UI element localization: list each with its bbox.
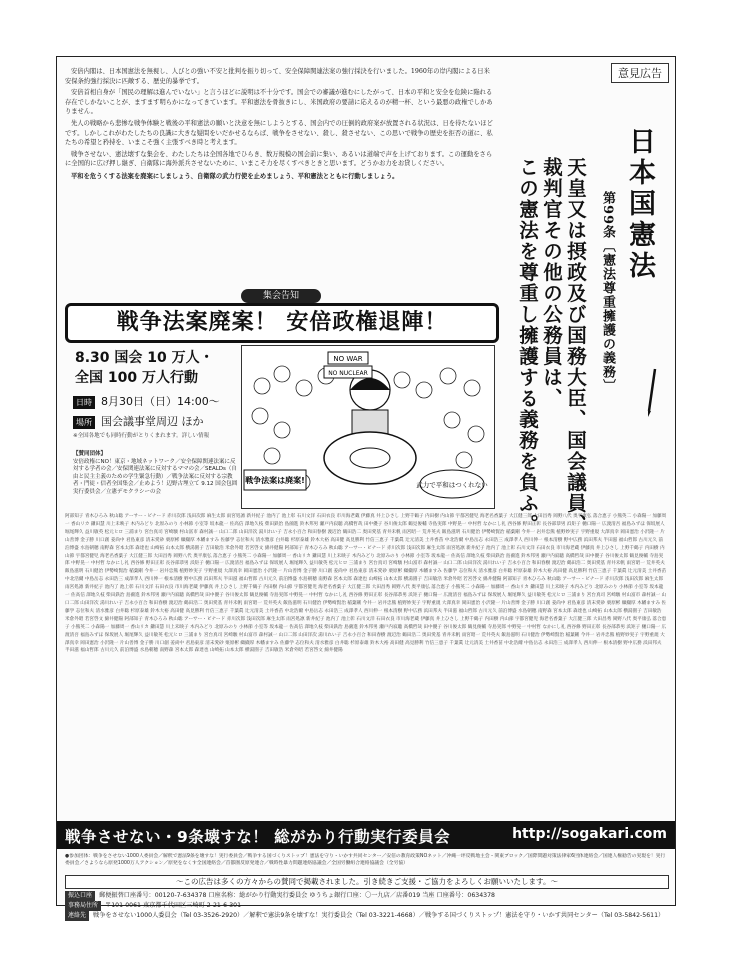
contact-info	[65, 891, 667, 921]
orgs-list: 安倍政権にNO！東京・地域ネットワーク／安全保障関連法案に反対する学者の会／安保関連法案に反対するママの会／SEALDs（自由と民主主義のための学生緊急行動）／戦争法案に反対する宗教者・門徒・信者全国集会／止めよう！辺野古埋立て 9.12 国会包囲実行委員会／立憲デモクラシーの会	[73, 458, 238, 495]
signatories-list	[65, 513, 667, 813]
rally-headline: 8.30 国会 10 万人・	[75, 350, 214, 366]
rally-banner: 戦争法案廃案！ 安倍政権退陣！	[65, 303, 499, 343]
protest-crowd-illustration	[241, 345, 495, 509]
article-text-line: 天皇又は摂政及び国務大臣、国会議員、	[564, 157, 587, 535]
contact-phones: 戦争をさせない1000人委員会（Tel 03-3526-2920）／解釈で憲法9条を壊すな！実行委員会（Tel 03-3221-4668）／戦争する国づくりストップ！憲法を守り・いかす共同センター（Tel 03-5842-5611）	[93, 912, 665, 919]
rally-notice-label: 集会告知	[241, 289, 321, 303]
rally-notice	[65, 289, 493, 509]
committee-name: 戦争させない・9条壊すな！ 総がかり行動実行委員会	[65, 828, 451, 846]
support-message: 〜この広告は多くの方々からの賛同で掲載されました。引き続きご支援・ご協力をよろしくお願いいたします。〜	[65, 875, 669, 889]
place-label: 場所	[73, 416, 95, 429]
article-text-line: 裁判官その他の公務員は、	[540, 157, 563, 409]
rally-headline: 全国 100 万人行動	[75, 370, 198, 386]
rally-place	[73, 413, 204, 429]
signatories-text: 阿部知子 青木ひろみ 秋山聡 アーサー・ビナード 赤川次郎 浅田次郎 麻生太郎 雨宮処凛 新井紀子 池内了 池上彰 石川文洋 石田衣良 市川海老蔵 伊藤真 井上ひさし 上野千鶴子 内田樹 内山節 宇都宮健児 海老名香葉子 大江健三郎 大田昌秀 岡野八代 奥平康弘 落合恵子 小熊英二 小森陽一 加藤周一 香山リカ 鎌田慧 川上未映子 木内みどり 北原みのり 小林節 小室等 坂本龍一 佐高信 澤地久枝 柴田鉄治 島薗進 鈴木邦男 瀬戸内寂聴 高橋哲哉 田中優子 谷川俊太郎 鶴見俊輔 寺島実郎 中野晃一 中村哲 なかにし礼 西谷修 野田正彰 長谷部恭男 浜矩子 樋口陽一 広渡清吾 福島みずほ 保坂展人 堀尾輝久 益川敏英 松元ヒロ 三浦まり 宮台真司 宮崎駿 村山富市 森村誠一 山口二郎 山田洋次 湯川れい子 吉永小百合 和田春樹 渡辺治 鶴田浩二 奥田愛基 青井未帆 雨宮昭一 荒井英夫 飯島滋明 石川健治 伊勢崎賢治 稲葉剛 今井一 岩井忠熊 植野妙実子 宇野重規 大澤真幸 岡田憲治 小沢隆一 片山善博 金子勝 川口創 姜尚中 君島東彦 清末愛砂 栗原彬 纐纈厚 木幡ますみ 佐藤学 志位和夫 清水雅彦 白井聡 杉原泰雄 鈴木大裕 高田健 高見勝利 竹信三恵子 千葉眞 辻元清美 土井香苗 中北浩爾 中島岳志 永田浩三 成澤孝人 西川伸一 根本清樹 野中広務 浜田邦夫 半田滋 福山哲郎 古川元久 前泊博盛 水島朝穂 南野森 宮本太郎 森達也 山崎拓 山本太郎 横湯園子 吉田敏浩 米倉外昭 若宮啓文 綿井健陽	[65, 514, 667, 551]
phone-row	[65, 911, 667, 921]
protest-sign-text: 戦争法案は廃案!	[245, 476, 305, 485]
office-address: 〒101-0061 東京都千代田区三崎町 2-21-6-301	[105, 902, 242, 909]
intro-paragraph: 先人の戦略から悲惨な戦争体験と戦後の平和憲法の願いと決意を無にしようとする、国会内での圧倒的政府案が放置される状況は、日を待たないほどです。しかしこれがわたしたちの良識に大きな疑問をいだかせるならば、戦争をさせない、殺し、殺させない、この思いで戦争の歴史を拒否の道に、私たちの希望と矜持を、いまこそ強く主張すべき時と考えます。	[65, 119, 493, 147]
article-number: 第99条〔憲法尊重擁護の義務〕	[600, 191, 615, 394]
signatories-text: 阿部知子 青木ひろみ 秋山聡 アーサー・ビナード 赤川次郎 浅田次郎 麻生太郎 雨宮処凛 新井紀子 池内了 池上彰 石川文洋 石田衣良 市川海老蔵 伊藤真 井上ひさし 上野千鶴子 内田樹 内山節 宇都宮健児 海老名香葉子 大江健三郎 大田昌秀 岡野八代 奥平康弘 落合恵子 小熊英二 小森陽一 加藤周一 香山リカ 鎌田慧 川上未映子 木内みどり 北原みのり 小林節 小室等 坂本龍一 佐高信 澤地久枝 柴田鉄治 島薗進 鈴木邦男 瀬戸内寂聴 高橋哲哉 田中優子 谷川俊太郎 鶴見俊輔 寺島実郎 中野晃一 中村哲 なかにし礼 西谷修 野田正彰 長谷部恭男 浜矩子 樋口陽一 広渡清吾 福島みずほ 保坂展人 堀尾輝久 益川敏英 松元ヒロ 三浦まり 宮台真司 宮崎駿 村山富市 森村誠一 山口二郎 山田洋次 湯川れい子 吉永小百合 和田春樹 渡辺治 鶴田浩二 奥田愛基 青井未帆 雨宮昭一 荒井英夫 飯島滋明 石川健治 伊勢崎賢治 稲葉剛 今井一 岩井忠熊 植野妙実子 宇野重規 大澤真幸 岡田憲治 小沢隆一 片山善博 金子勝 川口創 姜尚中 君島東彦 清末愛砂 栗原彬 纐纈厚 木幡ますみ 佐藤学 志位和夫 清水雅彦 白井聡 杉原泰雄 鈴木大裕 高田健 高見勝利 竹信三恵子 千葉眞 辻元清美 土井香苗 中北浩爾 中島岳志 永田浩三 成澤孝人 西川伸一 根本清樹 野中広務 浜田邦夫 半田滋 福山哲郎 古川元久 前泊博盛 水島朝穂 南野森 宮本太郎 森達也 山崎拓 山本太郎 横湯園子 吉田敏浩 米倉外昭 若宮啓文 綿井健陽	[65, 577, 667, 622]
bank-account: 郵便振替口座番号：00120-7-634378 口座名称：総がかり行動実行委員会 ゆうちょ銀行口座：〇一九店／店番019 当座 口座番号：0634378	[99, 892, 495, 899]
supporting-organizations	[73, 451, 238, 496]
phone-label: 連絡先	[65, 911, 89, 921]
opinion-ad-tag: 意見広告	[611, 63, 669, 83]
date-value: 8月30日（日）14:00〜	[101, 395, 220, 408]
committee-bar	[57, 821, 675, 849]
place-value: 国会議事堂周辺 ほか	[101, 415, 204, 428]
signatories-text: 阿部知子 青木ひろみ 秋山聡 アーサー・ビナード 赤川次郎 浅田次郎 麻生太郎 雨宮処凛 新井紀子 池内了 池上彰 石川文洋 石田衣良 市川海老蔵 伊藤真 井上ひさし 上野千鶴子 内田樹 内山節 宇都宮健児 海老名香葉子 大江健三郎 大田昌秀 岡野八代 奥平康弘 落合恵子 小熊英二 小森陽一 加藤周一 香山リカ 鎌田慧 川上未映子 木内みどり 北原みのり 小林節 小室等 坂本龍一 佐高信 澤地久枝 柴田鉄治 島薗進 鈴木邦男 瀬戸内寂聴 高橋哲哉 田中優子 谷川俊太郎 鶴見俊輔 寺島実郎 中野晃一 中村哲 なかにし礼 西谷修 野田正彰 長谷部恭男 浜矩子 樋口陽一 広渡清吾 福島みずほ 保坂展人 堀尾輝久 益川敏英 松元ヒロ 三浦まり 宮台真司 宮崎駿 村山富市 森村誠一 山口二郎 山田洋次 湯川れい子 吉永小百合 和田春樹 渡辺治 鶴田浩二 奥田愛基 青井未帆 雨宮昭一 荒井英夫 飯島滋明 石川健治 伊勢崎賢治 稲葉剛 今井一 岩井忠熊 植野妙実子 宇野重規 大澤真幸 岡田憲治 小沢隆一 片山善博 金子勝 川口創 姜尚中 君島東彦 清末愛砂 栗原彬 纐纈厚 木幡ますみ 佐藤学 志位和夫 清水雅彦 白井聡 杉原泰雄 鈴木大裕 高田健 高見勝利 竹信三恵子 千葉眞 辻元清美 土井香苗 中北浩爾 中島岳志 永田浩三 成澤孝人 西川伸一 根本清樹 野中広務 浜田邦夫 半田滋 福山哲郎 古川元久 前泊博盛 水島朝穂 南野森 宮本太郎 森達也 山崎拓 山本太郎 横湯園子 吉田敏浩 米倉外昭 若宮啓文 綿井健陽	[65, 616, 667, 654]
speech-bubble-text: 武力で平和はつくれない	[416, 481, 488, 489]
committee-url[interactable]: http://sogakari.com	[512, 826, 667, 842]
constitution-title: 日本国憲法	[624, 127, 655, 282]
constitution-article-box	[497, 107, 667, 535]
orgs-heading: 【賛同団体】	[73, 451, 107, 457]
protest-sign-text: NO WAR	[333, 355, 363, 363]
protest-sign-text: NO NUCLEAR	[328, 370, 368, 377]
rally-note: ※全国各地でも同時行動がとりくまれます。詳しい情報	[73, 433, 210, 439]
intro-paragraph: 戦争させない、憲法壊すな集会を、わたしたちは全国各地でひらき、数万規模の国会前に集い、あるいは道端で声を上げております。この運動をさらに全国的に広げ押し継ぎ、自衛隊に海外派兵させないために、いまこそ力を尽くすべきときと思います。どうかお力をお貸しください。	[65, 150, 493, 168]
intro-text	[65, 67, 493, 184]
ad-page	[56, 56, 676, 919]
bank-label: 振込口座	[65, 891, 95, 901]
fountain-pen-icon	[647, 367, 657, 417]
intro-paragraph: 安倍内閣は、日本国憲法を無視し、人びとの強い不安と批判を振り切って、安全保障関連法案の強行採決を行いました。1960年の岸内閣による日米安保条約強行採決に匹敵する、歴史的暴挙です。	[65, 68, 490, 85]
article-text-line: この憲法を尊重し擁護する義務を負ふ。	[516, 157, 539, 535]
call-to-action: 平和を危うくする法案を廃案にしましょう、自衛隊の武力行使を止めましょう、平和憲法とともに行動しましょう。	[71, 172, 399, 180]
participating-groups: ●参加団体：戦争をさせない1000人委員会／解釈で憲法9条を壊すな！実行委員会／戦争する国づくりストップ！憲法を守り・いかす共同センター／安倍の教育政策NOネット／沖縄一坪反戦地主会・関東ブロック／国際問題対策法律家6団体連絡会／国連人権勧告の実現を！実行委員会／さようなら原発1000万人アクション／原発をなくす全国連絡会／首都圏反原発連合／戦時性暴力問題連絡協議会／全国労働組合連絡協議会（全労協）	[65, 854, 666, 866]
address-label: 事務局住所	[65, 901, 101, 911]
signatories-text: 阿部知子 青木ひろみ 秋山聡 アーサー・ビナード 赤川次郎 浅田次郎 麻生太郎 雨宮処凛 新井紀子 池内了 池上彰 石川文洋 石田衣良 市川海老蔵 伊藤真 井上ひさし 上野千鶴子 内田樹 内山節 宇都宮健児 海老名香葉子 大江健三郎 大田昌秀 岡野八代 奥平康弘 落合恵子 小熊英二 小森陽一 加藤周一 香山リカ 鎌田慧 川上未映子 木内みどり 北原みのり 小林節 小室等 坂本龍一 佐高信 澤地久枝 柴田鉄治 島薗進 鈴木邦男 瀬戸内寂聴 高橋哲哉 田中優子 谷川俊太郎 鶴見俊輔 寺島実郎 中野晃一 中村哲 なかにし礼 西谷修 野田正彰 長谷部恭男 浜矩子 樋口陽一 広渡清吾 福島みずほ 保坂展人 堀尾輝久 益川敏英 松元ヒロ 三浦まり 宮台真司 宮崎駿 村山富市 森村誠一 山口二郎 山田洋次 湯川れい子 吉永小百合 和田春樹 渡辺治 鶴田浩二 奥田愛基 青井未帆 雨宮昭一 荒井英夫 飯島滋明 石川健治 伊勢崎賢治 稲葉剛 今井一 岩井忠熊 植野妙実子 宇野重規 大澤真幸 岡田憲治 小沢隆一 片山善博 金子勝 川口創 姜尚中 君島東彦 清末愛砂 栗原彬 纐纈厚 木幡ますみ 佐藤学 志位和夫 清水雅彦 白井聡 杉原泰雄 鈴木大裕 高田健 高見勝利 竹信三恵子 千葉眞 辻元清美 土井香苗 中北浩爾 中島岳志 永田浩三 成澤孝人 西川伸一 根本清樹 野中広務 浜田邦夫 半田滋 福山哲郎 古川元久 前泊博盛 水島朝穂 南野森 宮本太郎 森達也 山崎拓 山本太郎 横湯園子 吉田敏浩 米倉外昭 若宮啓文 綿井健陽	[65, 545, 667, 583]
address-row	[65, 901, 667, 911]
bank-row	[65, 891, 667, 901]
intro-paragraph: 安倍首相自身が「国民の理解は進んでいない」と言うほどに説明は不十分です。国会での審議が進むにしたがって、日本の平和と安全を危険に陥れる存在でしかないことが、ますます明らかになってきています。平和憲法を骨抜きにし、米国政府の要請に応えるのが精一杯、という最悪の政権でしかありません。	[65, 89, 493, 116]
date-label: 日時	[73, 396, 95, 409]
rally-date	[73, 393, 220, 409]
